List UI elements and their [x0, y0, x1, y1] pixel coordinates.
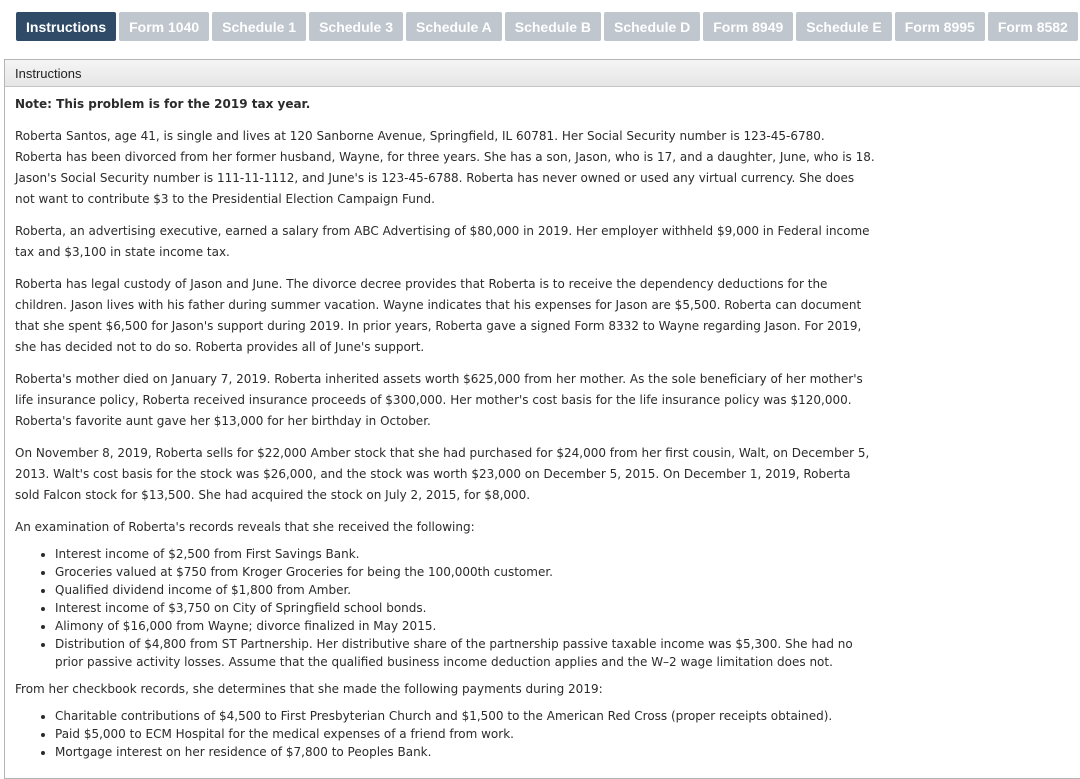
- list-item: • Mortgage interest on her residence of $7,800 to Peoples Bank.: [55, 743, 875, 761]
- list-item: • Paid $5,000 to ECM Hospital for the medical expenses of a friend from work.: [55, 725, 875, 743]
- instructions-panel: [4, 59, 1080, 779]
- list-item: • Interest income of $3,750 on City of Springfield school bonds.: [55, 599, 875, 617]
- paragraph-custody: Roberta has legal custody of Jason and June. The divorce decree provides that Roberta is to receive the dependency deductions for the children. Jason lives with his father during summer vacation. Wayne indicates that his expenses for Jason are $5,500. Roberta can document that she spent $6,500 for Jason's support during 2019. In prior years, Roberta gave a signed Form 8332 to Wayne regarding Jason. For 2019, she has decided not to do so. Roberta provides all of June's support.: [15, 277, 862, 354]
- records-list: [15, 545, 875, 671]
- list-item: • Interest income of $2,500 from First Savings Bank.: [55, 545, 875, 563]
- tax-year-note: Note: This problem is for the 2019 tax year.: [15, 97, 311, 111]
- tab-form-8582[interactable]: Form 8582: [988, 12, 1078, 41]
- paragraph-inheritance: Roberta's mother died on January 7, 2019. Roberta inherited assets worth $625,000 from her mother. As the sole beneficiary of her mother's life insurance policy, Roberta received insurance proceeds of $300,000. Her mother's cost basis for the life insurance policy was $120,000. Roberta's favorite aunt gave her $13,000 for her birthday in October.: [15, 372, 863, 428]
- list-item: • Distribution of $4,800 from ST Partnership. Her distributive share of the partnership passive taxable income was $5,300. She had no prior passive activity losses. Assume that the qualified business income deduction applies and the W–2 wage limitation does not.: [55, 635, 875, 671]
- tab-schedule-3[interactable]: Schedule 3: [309, 12, 403, 41]
- tab-instructions[interactable]: Instructions: [16, 12, 116, 41]
- paragraph-personal-info: Roberta Santos, age 41, is single and lives at 120 Sanborne Avenue, Springfield, IL 60781. Her Social Security number is 123-45-6780. Roberta has been divorced from her former husband, Wayne, for three years. She has a son, Jason, who is 17, and a daughter, June, who is 18. Jason's Social Security number is 111-11-1112, and June's is 123-45-6788. Roberta has never owned or used any virtual currency. She does not want to contribute $3 to the Presidential Election Campaign Fund.: [15, 129, 875, 206]
- tab-schedule-d[interactable]: Schedule D: [604, 12, 700, 41]
- records-intro: An examination of Roberta's records reveals that she received the following:: [15, 520, 475, 534]
- list-item: • Qualified dividend income of $1,800 from Amber.: [55, 581, 875, 599]
- paragraph-salary: Roberta, an advertising executive, earned a salary from ABC Advertising of $80,000 in 2019. Her employer withheld $9,000 in Federal income tax and $3,100 in state income tax.: [15, 224, 870, 259]
- tab-form-8949[interactable]: Form 8949: [703, 12, 793, 41]
- tab-schedule-a[interactable]: Schedule A: [406, 12, 502, 41]
- payments-intro: From her checkbook records, she determines that she made the following payments during 2019:: [15, 682, 603, 696]
- tab-schedule-e[interactable]: Schedule E: [796, 12, 891, 41]
- list-item: • Alimony of $16,000 from Wayne; divorce finalized in May 2015.: [55, 617, 875, 635]
- payments-list: [15, 707, 875, 761]
- panel-title: Instructions: [5, 60, 1080, 87]
- tab-bar: [16, 12, 1078, 41]
- list-item: • Charitable contributions of $4,500 to First Presbyterian Church and $1,500 to the American Red Cross (proper receipts obtained).: [55, 707, 875, 725]
- tab-schedule-1[interactable]: Schedule 1: [212, 12, 306, 41]
- paragraph-stock-sales: On November 8, 2019, Roberta sells for $22,000 Amber stock that she had purchased for $24,000 from her first cousin, Walt, on December 5, 2013. Walt's cost basis for the stock was $26,000, and the stock was worth $23,000 on December 5, 2015. On December 1, 2019, Roberta sold Falcon stock for $13,500. She had acquired the stock on July 2, 2015, for $8,000.: [15, 446, 870, 502]
- instructions-content: [5, 87, 875, 761]
- list-item: • Groceries valued at $750 from Kroger Groceries for being the 100,000th customer.: [55, 563, 875, 581]
- tab-schedule-b[interactable]: Schedule B: [505, 12, 601, 41]
- tab-form-1040[interactable]: Form 1040: [119, 12, 209, 41]
- tab-form-8995[interactable]: Form 8995: [895, 12, 985, 41]
